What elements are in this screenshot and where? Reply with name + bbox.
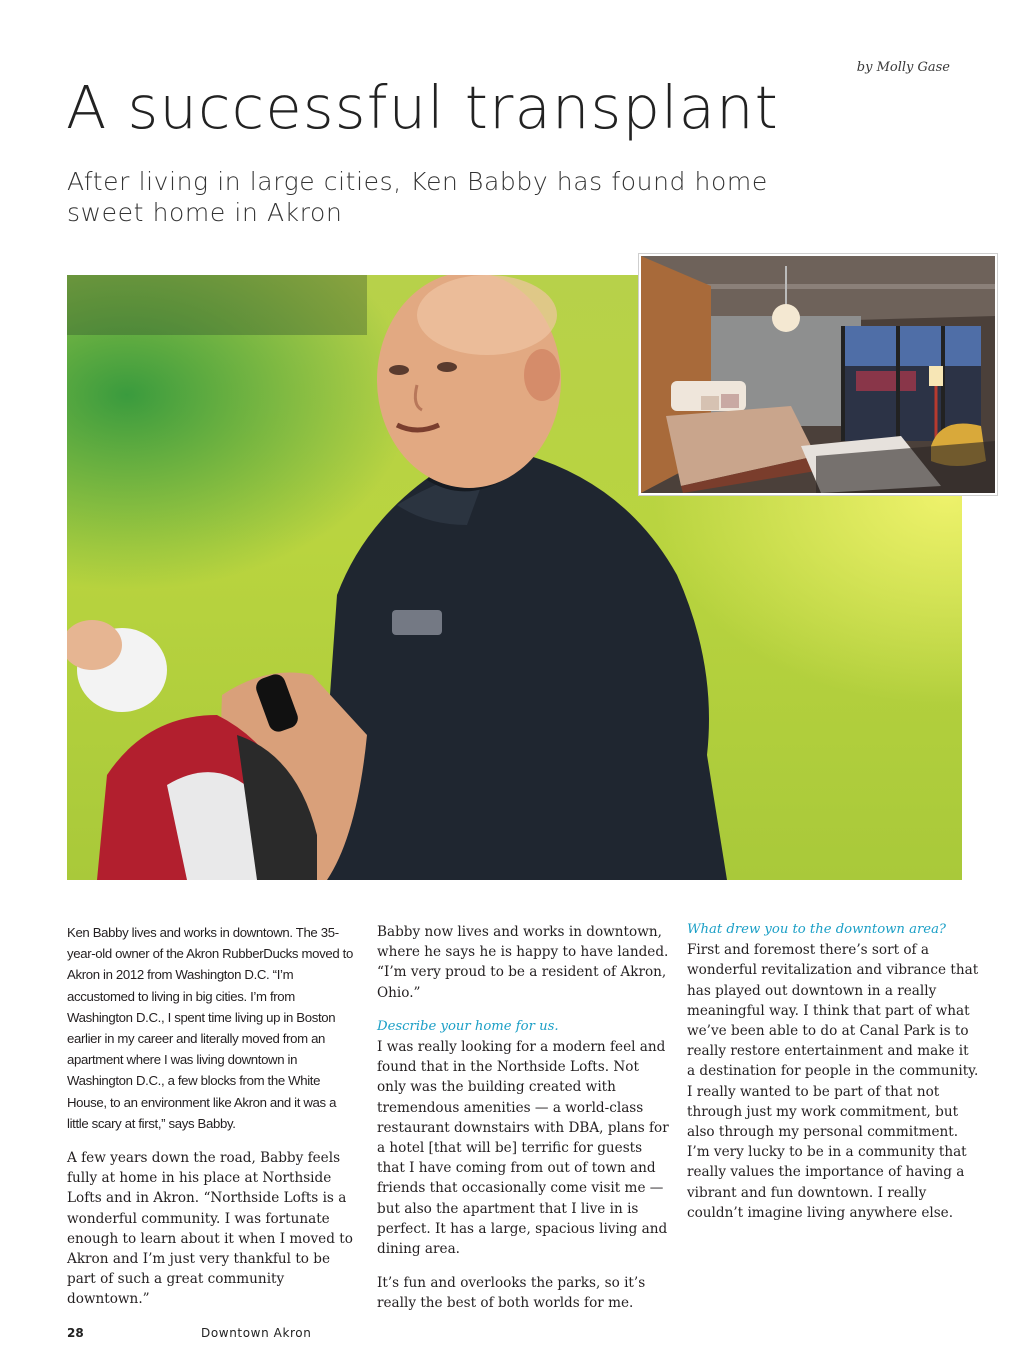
question-heading: What drew you to the downtown area? — [687, 922, 947, 937]
paragraph: Babby now lives and works in downtown, where he says he is happy to have landed. “I’m very proud to be a resident of Akron, Ohio.” — [377, 924, 669, 1001]
page-number: 28 — [67, 1326, 84, 1340]
answer-text: I was really looking for a modern feel and found that in the Northside Lofts. Not only was the building created with tremendous amenities — a world-class restaurant downstairs with DBA, plans for a hotel [that will be] terrific for guests that I have coming from out of town and friends that occasionally come visit me — but also the apartment that I live in is perfect. It has a large, spacious living and dining area. — [377, 1039, 669, 1258]
paragraph: Ken Babby lives and works in downtown. The 35-year-old owner of the Akron RubberDucks moved to Akron in 2012 from Washington D.C. “I’m accustomed to living in big cities. I’m from Washington D.C., I spent time living up in Boston earlier in my career and literally moved from an apartment where I was living downtown in Washington D.C., a few blocks from the White House, to an environment like Akron and it was a little scary at first,” says Babby. — [67, 925, 353, 1131]
question-heading: Describe your home for us. — [377, 1018, 559, 1034]
inset-photo — [639, 254, 997, 495]
paragraph: It’s fun and overlooks the parks, so it’s really the best of both worlds for me. — [377, 1275, 646, 1312]
paragraph: A few years down the road, Babby feels fully at home in his place at Northside Lofts and in Akron. “Northside Lofts is a wonderful community. I was fortunate enough to learn about it when I moved to Akron and I’m just very thankful to be part of such a great community downtown.” — [67, 1150, 353, 1308]
qa-block — [377, 1017, 669, 1259]
publication-name: Downtown Akron — [201, 1326, 312, 1340]
headline: A successful transplant — [66, 73, 780, 142]
column-2 — [377, 922, 669, 1328]
column-3 — [687, 920, 981, 1223]
subhead: After living in large cities, Ken Babby has found home sweet home in Akron — [67, 167, 768, 227]
column-1 — [67, 922, 359, 1324]
inset-photo-illustration — [641, 256, 995, 493]
byline: by Molly Gase — [856, 60, 950, 75]
answer-text: First and foremost there’s sort of a wonderful revitalization and vibrance that has played out downtown in a really meaningful way. I think that part of what we’ve been able to do at Canal Park is to really restore entertainment and make it a destination for people in the community. I really wanted to be part of that not through just my work commitment, but also through my personal commitment. I’m very lucky to be in a community that really values the importance of having a vibrant and fun downtown. I really couldn’t imagine living anywhere else. — [687, 942, 979, 1221]
qa-block — [687, 920, 981, 1223]
